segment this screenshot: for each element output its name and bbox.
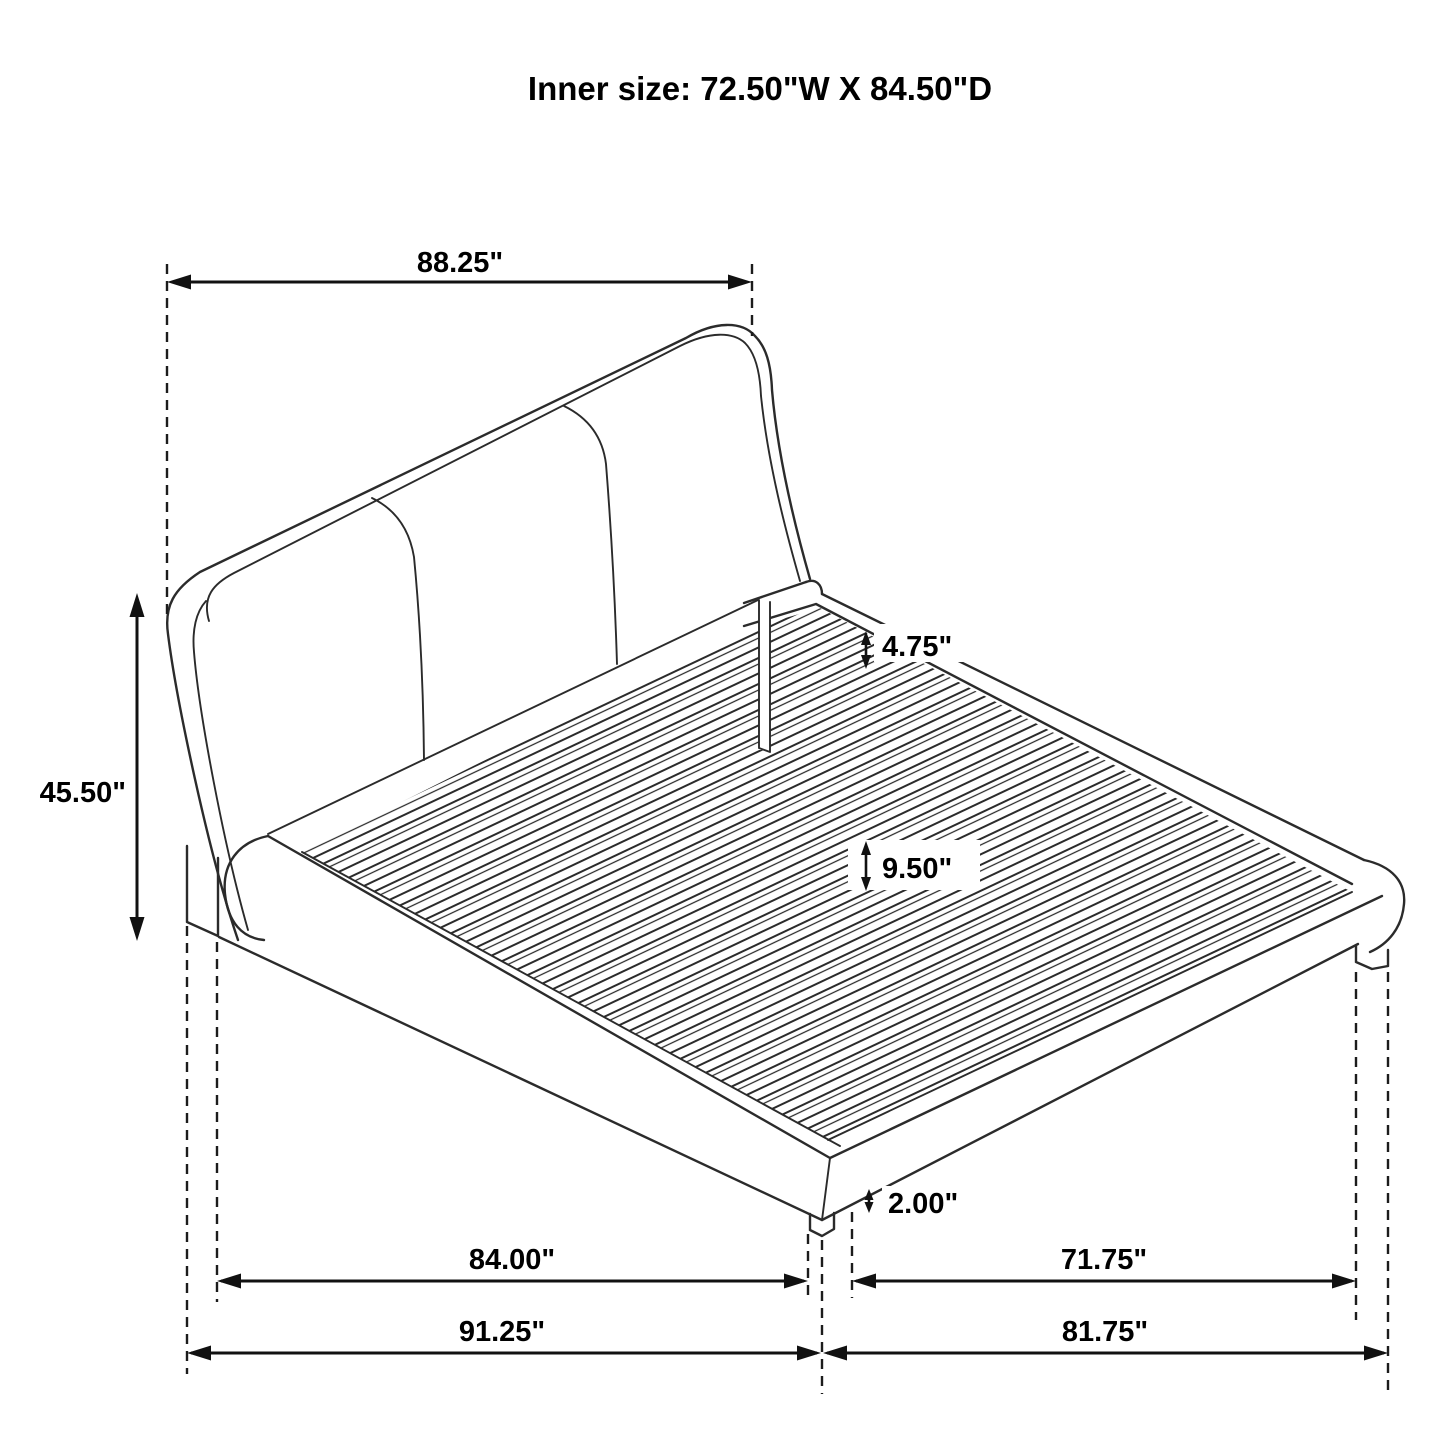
dimension-label-rail-inset: 4.75" [882, 631, 953, 663]
arrowhead-right [1332, 1274, 1356, 1289]
arrowhead-right [1364, 1346, 1388, 1361]
dimension-headboard-height [40, 593, 145, 941]
arrowhead-top [130, 593, 145, 617]
arrowhead-bottom [865, 1202, 874, 1213]
arrowhead-left [187, 1346, 211, 1361]
dimension-leg-height [865, 1186, 985, 1220]
arrowhead-right [797, 1346, 821, 1361]
dimension-label-headboard-width: 88.25" [416, 247, 504, 279]
dimension-label-overall-width: 81.75" [1061, 1316, 1149, 1348]
back-rail-outer-left [744, 582, 806, 603]
headboard-top-roll-line [207, 335, 800, 621]
dimension-label-platform-height: 9.50" [882, 853, 953, 885]
slat-deck [302, 608, 1348, 1140]
dimension-label-foot-inner-width: 71.75" [1060, 1244, 1148, 1276]
arrowhead-bottom [130, 917, 145, 941]
arrowhead-left [217, 1274, 241, 1289]
diagram-title: Inner size: 72.50"W X 84.50"D [527, 70, 993, 107]
right-corner-bulge [1364, 860, 1404, 952]
headboard-channel-seam-1 [372, 498, 424, 760]
platform-bed-drawing [167, 325, 1404, 1236]
arrowhead-left [823, 1346, 847, 1361]
headboard-channel-seam-2 [564, 406, 617, 664]
arrowhead-left [167, 275, 191, 290]
dimension-platform-height [848, 840, 980, 891]
dimension-label-side-inner-length: 84.00" [468, 1244, 556, 1276]
dimension-label-headboard-height: 45.50" [39, 777, 126, 809]
headboard-right-leg [759, 600, 770, 752]
back-rail-end-cap [806, 581, 822, 594]
right-corner-leg [1356, 946, 1388, 969]
arrowhead-left [852, 1274, 876, 1289]
arrowhead-right [784, 1274, 808, 1289]
front-corner-seam [822, 1158, 830, 1220]
arrowhead-right [728, 275, 752, 290]
dimension-label-overall-length: 91.25" [458, 1316, 546, 1348]
dimension-label-leg-height: 2.00" [888, 1188, 959, 1220]
